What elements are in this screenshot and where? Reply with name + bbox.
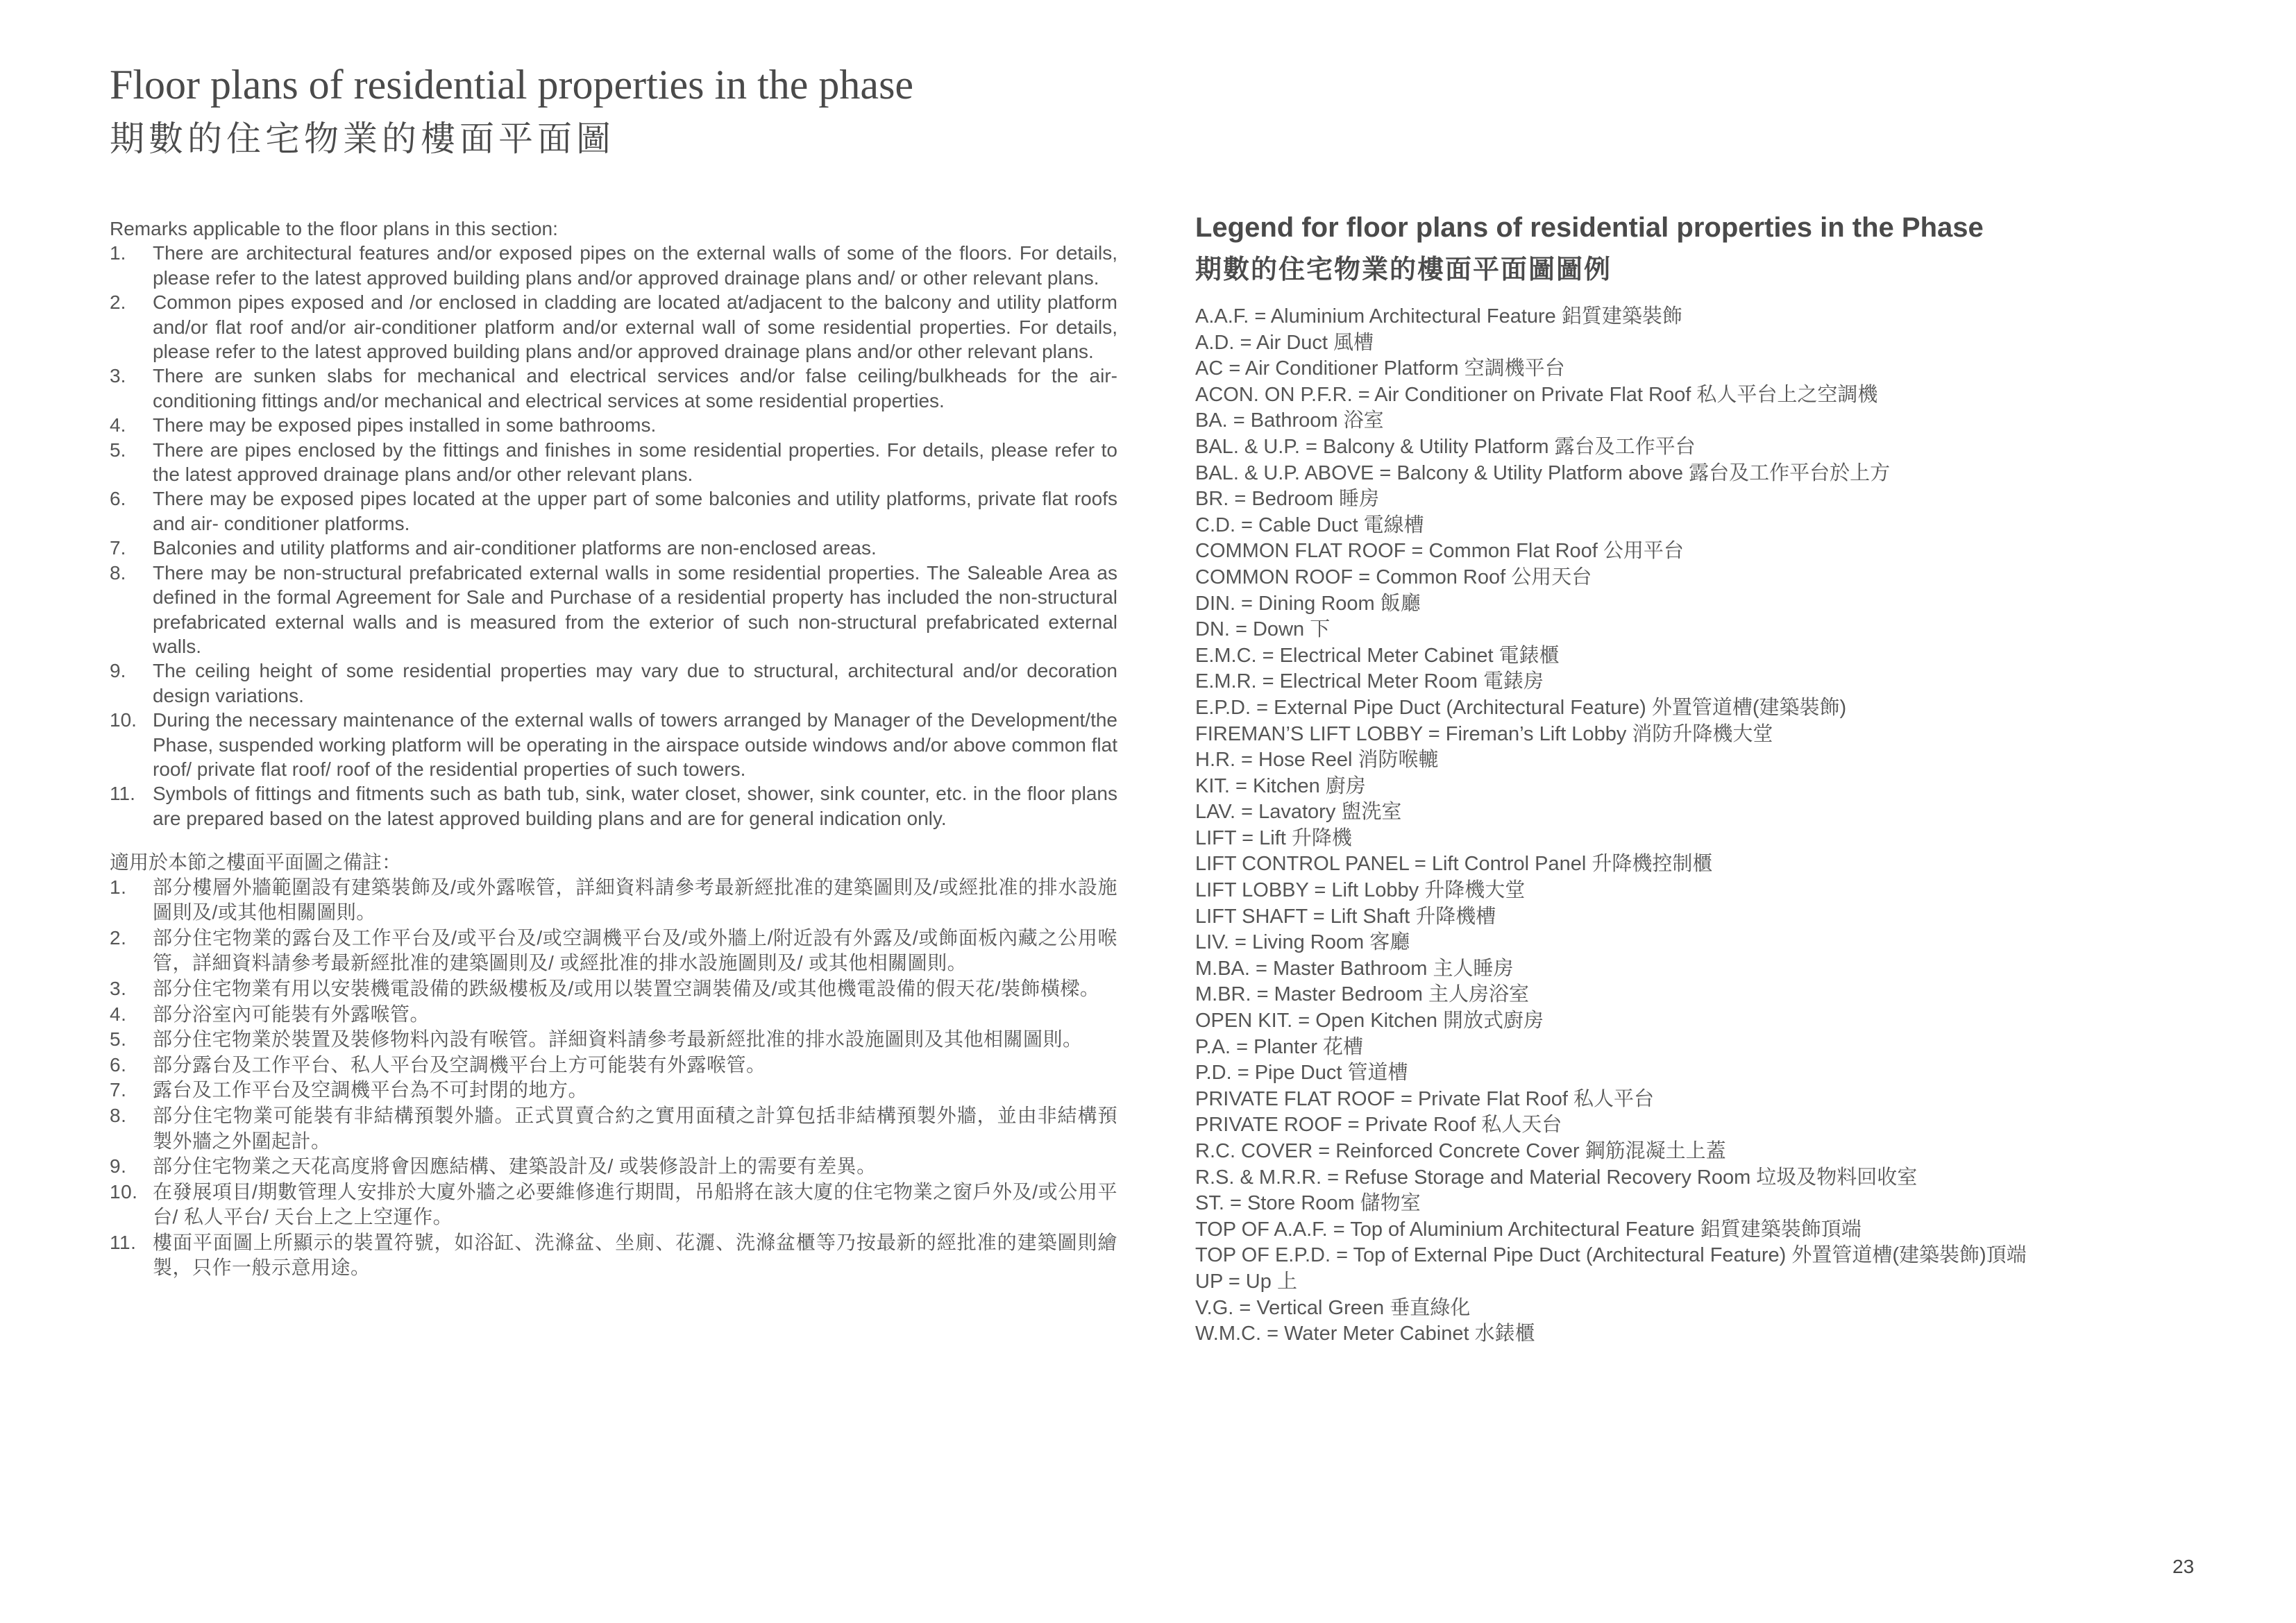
remark-number: 3.: [110, 365, 126, 387]
remark-text: There are sunken slabs for mechanical and electrical services and/or false ceiling/bulkheads for the air-conditioning fittings and/or mechanical and electrical services at some residential properties.: [153, 365, 1117, 411]
legend-section: [1195, 212, 2167, 1348]
remark-number: 7.: [110, 537, 126, 559]
remark-item: [110, 708, 1117, 781]
remark-item: [110, 561, 1117, 659]
remark-text: Balconies and utility platforms and air-conditioner platforms are non-enclosed areas.: [153, 537, 877, 559]
legend-item: OPEN KIT. = Open Kitchen 開放式廚房: [1195, 1010, 1544, 1033]
remarks-section: [110, 216, 1117, 1281]
remark-number: 2.: [110, 926, 127, 949]
remarks-list-chinese: [110, 875, 1117, 1282]
remark-number: 9.: [110, 660, 126, 682]
legend-item: BAL. & U.P. = Balcony & Utility Platform 露台及工作平台: [1195, 435, 1696, 458]
remark-text: Common pipes exposed and /or enclosed in cladding are located at/adjacent to the balcony and utility platform and/or flat roof and/or air-conditioner platform and/or external wall of some residential properties. For details, please refer to the latest approved building plans and/or approved drainage plans and/or other relevant plans.: [153, 291, 1117, 363]
remark-text: 部分住宅物業的露台及工作平台及/或平台及/或空調機平台及/或外牆上/附近設有外露及/或飾面板內藏之公用喉管，詳細資料請參考最新經批准的建築圖則及/ 或經批准的排水設施圖則及/ 或其他相關圖則。: [153, 926, 1117, 974]
remark-item-chinese: [110, 1180, 1117, 1230]
legend-item: E.P.D. = External Pipe Duct (Architectural Feature) 外置管道槽(建築裝飾): [1195, 696, 1847, 719]
legend-item: ST. = Store Room 儲物室: [1195, 1192, 1421, 1215]
remark-number: 6.: [110, 1053, 127, 1076]
remark-number: 2.: [110, 291, 126, 314]
legend-item: R.S. & M.R.R. = Refuse Storage and Material Recovery Room 垃圾及物料回收室: [1195, 1166, 1918, 1189]
remark-number: 4.: [110, 1003, 127, 1025]
legend-item: KIT. = Kitchen 廚房: [1195, 774, 1366, 797]
legend-item: ACON. ON P.F.R. = Air Conditioner on Private Flat Roof 私人平台上之空調機: [1195, 383, 1878, 406]
legend-item: LIFT SHAFT = Lift Shaft 升降機槽: [1195, 905, 1496, 928]
legend-item: P.A. = Planter 花槽: [1195, 1035, 1364, 1058]
remark-text: 樓面平面圖上所顯示的裝置符號，如浴缸、洗滌盆、坐廁、花灑、洗滌盆櫃等乃按最新的經批准的建築圖則繪製，只作一般示意用途。: [153, 1231, 1117, 1279]
legend-list: [1195, 304, 2167, 1348]
remark-item: [110, 413, 1117, 437]
remark-text: 部分住宅物業有用以安裝機電設備的跌級樓板及/或用以裝置空調裝備及/或其他機電設備的假天花/裝飾橫樑。: [153, 977, 1100, 999]
legend-item: BAL. & U.P. ABOVE = Balcony & Utility Platform above 露台及工作平台於上方: [1195, 461, 1891, 484]
remark-item-chinese: [110, 1103, 1117, 1154]
legend-item: R.C. COVER = Reinforced Concrete Cover 鋼筋混凝土上蓋: [1195, 1140, 1726, 1162]
remark-number: 9.: [110, 1155, 127, 1178]
remarks-list: [110, 241, 1117, 831]
remark-text: There are architectural features and/or exposed pipes on the external walls of some of the floors. For details, please refer to the latest approved building plans and/or approved drainage plans and/ or other relevant plans.: [153, 242, 1117, 289]
remark-item: [110, 364, 1117, 413]
legend-item: W.M.C. = Water Meter Cabinet 水錶櫃: [1195, 1323, 1535, 1345]
remark-text: There may be exposed pipes located at the upper part of some balconies and utility platforms, private flat roofs and air- conditioner platforms.: [153, 488, 1117, 534]
remark-number: 7.: [110, 1079, 127, 1101]
legend-item: M.BR. = Master Bedroom 主人房浴室: [1195, 983, 1530, 1006]
remark-item: [110, 536, 1117, 560]
remark-item-chinese: [110, 1053, 1117, 1078]
remark-number: 11.: [110, 1231, 137, 1253]
remark-number: 5.: [110, 1028, 127, 1051]
remark-text: 部分樓層外牆範圍設有建築裝飾及/或外露喉管，詳細資料請參考最新經批准的建築圖則及/或經批准的排水設施圖則及/或其他相關圖則。: [153, 876, 1117, 924]
remark-number: 10.: [110, 709, 137, 731]
remark-number: 11.: [110, 783, 135, 805]
remark-item-chinese: [110, 1027, 1117, 1053]
legend-item: P.D. = Pipe Duct 管道槽: [1195, 1062, 1408, 1085]
remark-text: 部分露台及工作平台、私人平台及空調機平台上方可能裝有外露喉管。: [153, 1053, 766, 1076]
remark-number: 6.: [110, 488, 126, 510]
remark-item-chinese: [110, 875, 1117, 926]
legend-item: PRIVATE FLAT ROOF = Private Flat Roof 私人平台: [1195, 1087, 1654, 1110]
remark-number: 4.: [110, 414, 126, 436]
legend-title-chinese: 期數的住宅物業的樓面平面圖圖例: [1195, 255, 1612, 284]
remark-number: 10.: [110, 1180, 138, 1203]
page-title: Floor plans of residential properties in the phase: [110, 62, 914, 108]
remark-text: During the necessary maintenance of the external walls of towers arranged by Manager of the Development/the Phase, suspended working platform will be operating in the airspace outside windows and/or above common flat roof/ private flat roof/ roof of the residential properties of such towers.: [153, 709, 1117, 780]
page-number: 23: [2172, 1556, 2195, 1577]
legend-item: M.BA. = Master Bathroom 主人睡房: [1195, 957, 1514, 980]
remark-number: 8.: [110, 561, 126, 584]
remark-text: 露台及工作平台及空調機平台為不可封閉的地方。: [153, 1079, 589, 1101]
remark-item: [110, 658, 1117, 708]
remark-text: Symbols of fittings and fitments such as bath tub, sink, water closet, shower, sink counter, etc. in the floor plans are prepared based on the latest approved building plans and are for general indication only.: [153, 783, 1117, 829]
remark-item-chinese: [110, 1078, 1117, 1103]
remark-item: [110, 290, 1117, 364]
legend-item: LIFT LOBBY = Lift Lobby 升降機大堂: [1195, 879, 1526, 902]
remarks-heading: Remarks applicable to the floor plans in this section:: [110, 218, 558, 239]
legend-item: C.D. = Cable Duct 電線槽: [1195, 513, 1424, 536]
remark-item: [110, 241, 1117, 290]
legend-item: TOP OF A.A.F. = Top of Aluminium Architectural Feature 鋁質建築裝飾頂端: [1195, 1218, 1862, 1241]
remark-text: 部分住宅物業於裝置及裝修物料內設有喉管。詳細資料請參考最新經批准的排水設施圖則及其他相關圖則。: [153, 1028, 1083, 1051]
legend-item: DN. = Down 下: [1195, 618, 1331, 641]
legend-item: E.M.C. = Electrical Meter Cabinet 電錶櫃: [1195, 644, 1560, 667]
remark-item-chinese: [110, 1230, 1117, 1281]
legend-item: H.R. = Hose Reel 消防喉轆: [1195, 749, 1439, 772]
remark-item: [110, 781, 1117, 831]
remark-item-chinese: [110, 926, 1117, 976]
remark-item-chinese: [110, 1002, 1117, 1028]
page-title-chinese: 期數的住宅物業的樓面平面圖: [110, 119, 615, 159]
remark-number: 1.: [110, 876, 127, 898]
remark-text: 部分住宅物業之天花高度將會因應結構、建築設計及/ 或裝修設計上的需要有差異。: [153, 1155, 877, 1178]
legend-item: FIREMAN’S LIFT LOBBY = Fireman’s Lift Lobby 消防升降機大堂: [1195, 722, 1773, 745]
remark-item: [110, 486, 1117, 536]
remark-number: 8.: [110, 1104, 127, 1126]
remark-number: 5.: [110, 439, 126, 461]
legend-item: TOP OF E.P.D. = Top of External Pipe Duct (Architectural Feature) 外置管道槽(建築裝飾)頂端: [1195, 1244, 2027, 1267]
remark-text: 部分住宅物業可能裝有非結構預製外牆。正式買賣合約之實用面積之計算包括非結構預製外牆，並由非結構預製外牆之外圍起計。: [153, 1104, 1117, 1152]
remark-number: 1.: [110, 242, 126, 264]
legend-item: DIN. = Dining Room 飯廳: [1195, 592, 1421, 615]
legend-item: A.D. = Air Duct 風槽: [1195, 331, 1374, 354]
remark-item: [110, 438, 1117, 487]
legend-title: Legend for floor plans of residential properties in the Phase: [1195, 212, 1984, 243]
remark-item-chinese: [110, 1154, 1117, 1180]
remarks-heading-chinese: 適用於本節之樓面平面圖之備註：: [110, 851, 402, 874]
remark-text: 部分浴室內可能裝有外露喉管。: [153, 1003, 430, 1025]
legend-item: BA. = Bathroom 浴室: [1195, 409, 1384, 432]
remark-text: There may be non-structural prefabricated external walls in some residential properties. The Saleable Area as defined in the formal Agreement for Sale and Purchase of a residential property has included the non-structural prefabricated external walls and is measured from the exterior of such non-structural prefabricated external walls.: [153, 561, 1117, 657]
remark-item-chinese: [110, 976, 1117, 1002]
legend-item: LAV. = Lavatory 盥洗室: [1195, 801, 1402, 824]
remark-text: There may be exposed pipes installed in some bathrooms.: [153, 414, 657, 436]
legend-item: LIV. = Living Room 客廳: [1195, 931, 1410, 954]
legend-item: COMMON FLAT ROOF = Common Flat Roof 公用平台: [1195, 540, 1684, 563]
remark-number: 3.: [110, 977, 127, 999]
legend-item: LIFT CONTROL PANEL = Lift Control Panel 升降機控制櫃: [1195, 853, 1713, 876]
legend-item: BR. = Bedroom 睡房: [1195, 488, 1380, 511]
legend-item: COMMON ROOF = Common Roof 公用天台: [1195, 566, 1592, 588]
remark-text: The ceiling height of some residential properties may vary due to structural, architectural and/or decoration design variations.: [153, 660, 1117, 706]
legend-item: E.M.R. = Electrical Meter Room 電錶房: [1195, 670, 1544, 693]
legend-item: UP = Up 上: [1195, 1270, 1297, 1293]
legend-item: PRIVATE ROOF = Private Roof 私人天台: [1195, 1114, 1562, 1137]
remark-text: There are pipes enclosed by the fittings and finishes in some residential properties. For details, please refer to the latest approved drainage plans and/or other relevant plans.: [153, 439, 1117, 486]
remark-text: 在發展項目/期數管理人安排於大廈外牆之必要維修進行期間，吊船將在該大廈的住宅物業之窗戶外及/或公用平台/ 私人平台/ 天台上之上空運作。: [153, 1180, 1117, 1228]
legend-item: AC = Air Conditioner Platform 空調機平台: [1195, 357, 1565, 380]
legend-item: LIFT = Lift 升降機: [1195, 826, 1352, 849]
legend-item: V.G. = Vertical Green 垂直綠化: [1195, 1296, 1471, 1319]
legend-item: A.A.F. = Aluminium Architectural Feature 鋁質建築裝飾: [1195, 305, 1682, 328]
